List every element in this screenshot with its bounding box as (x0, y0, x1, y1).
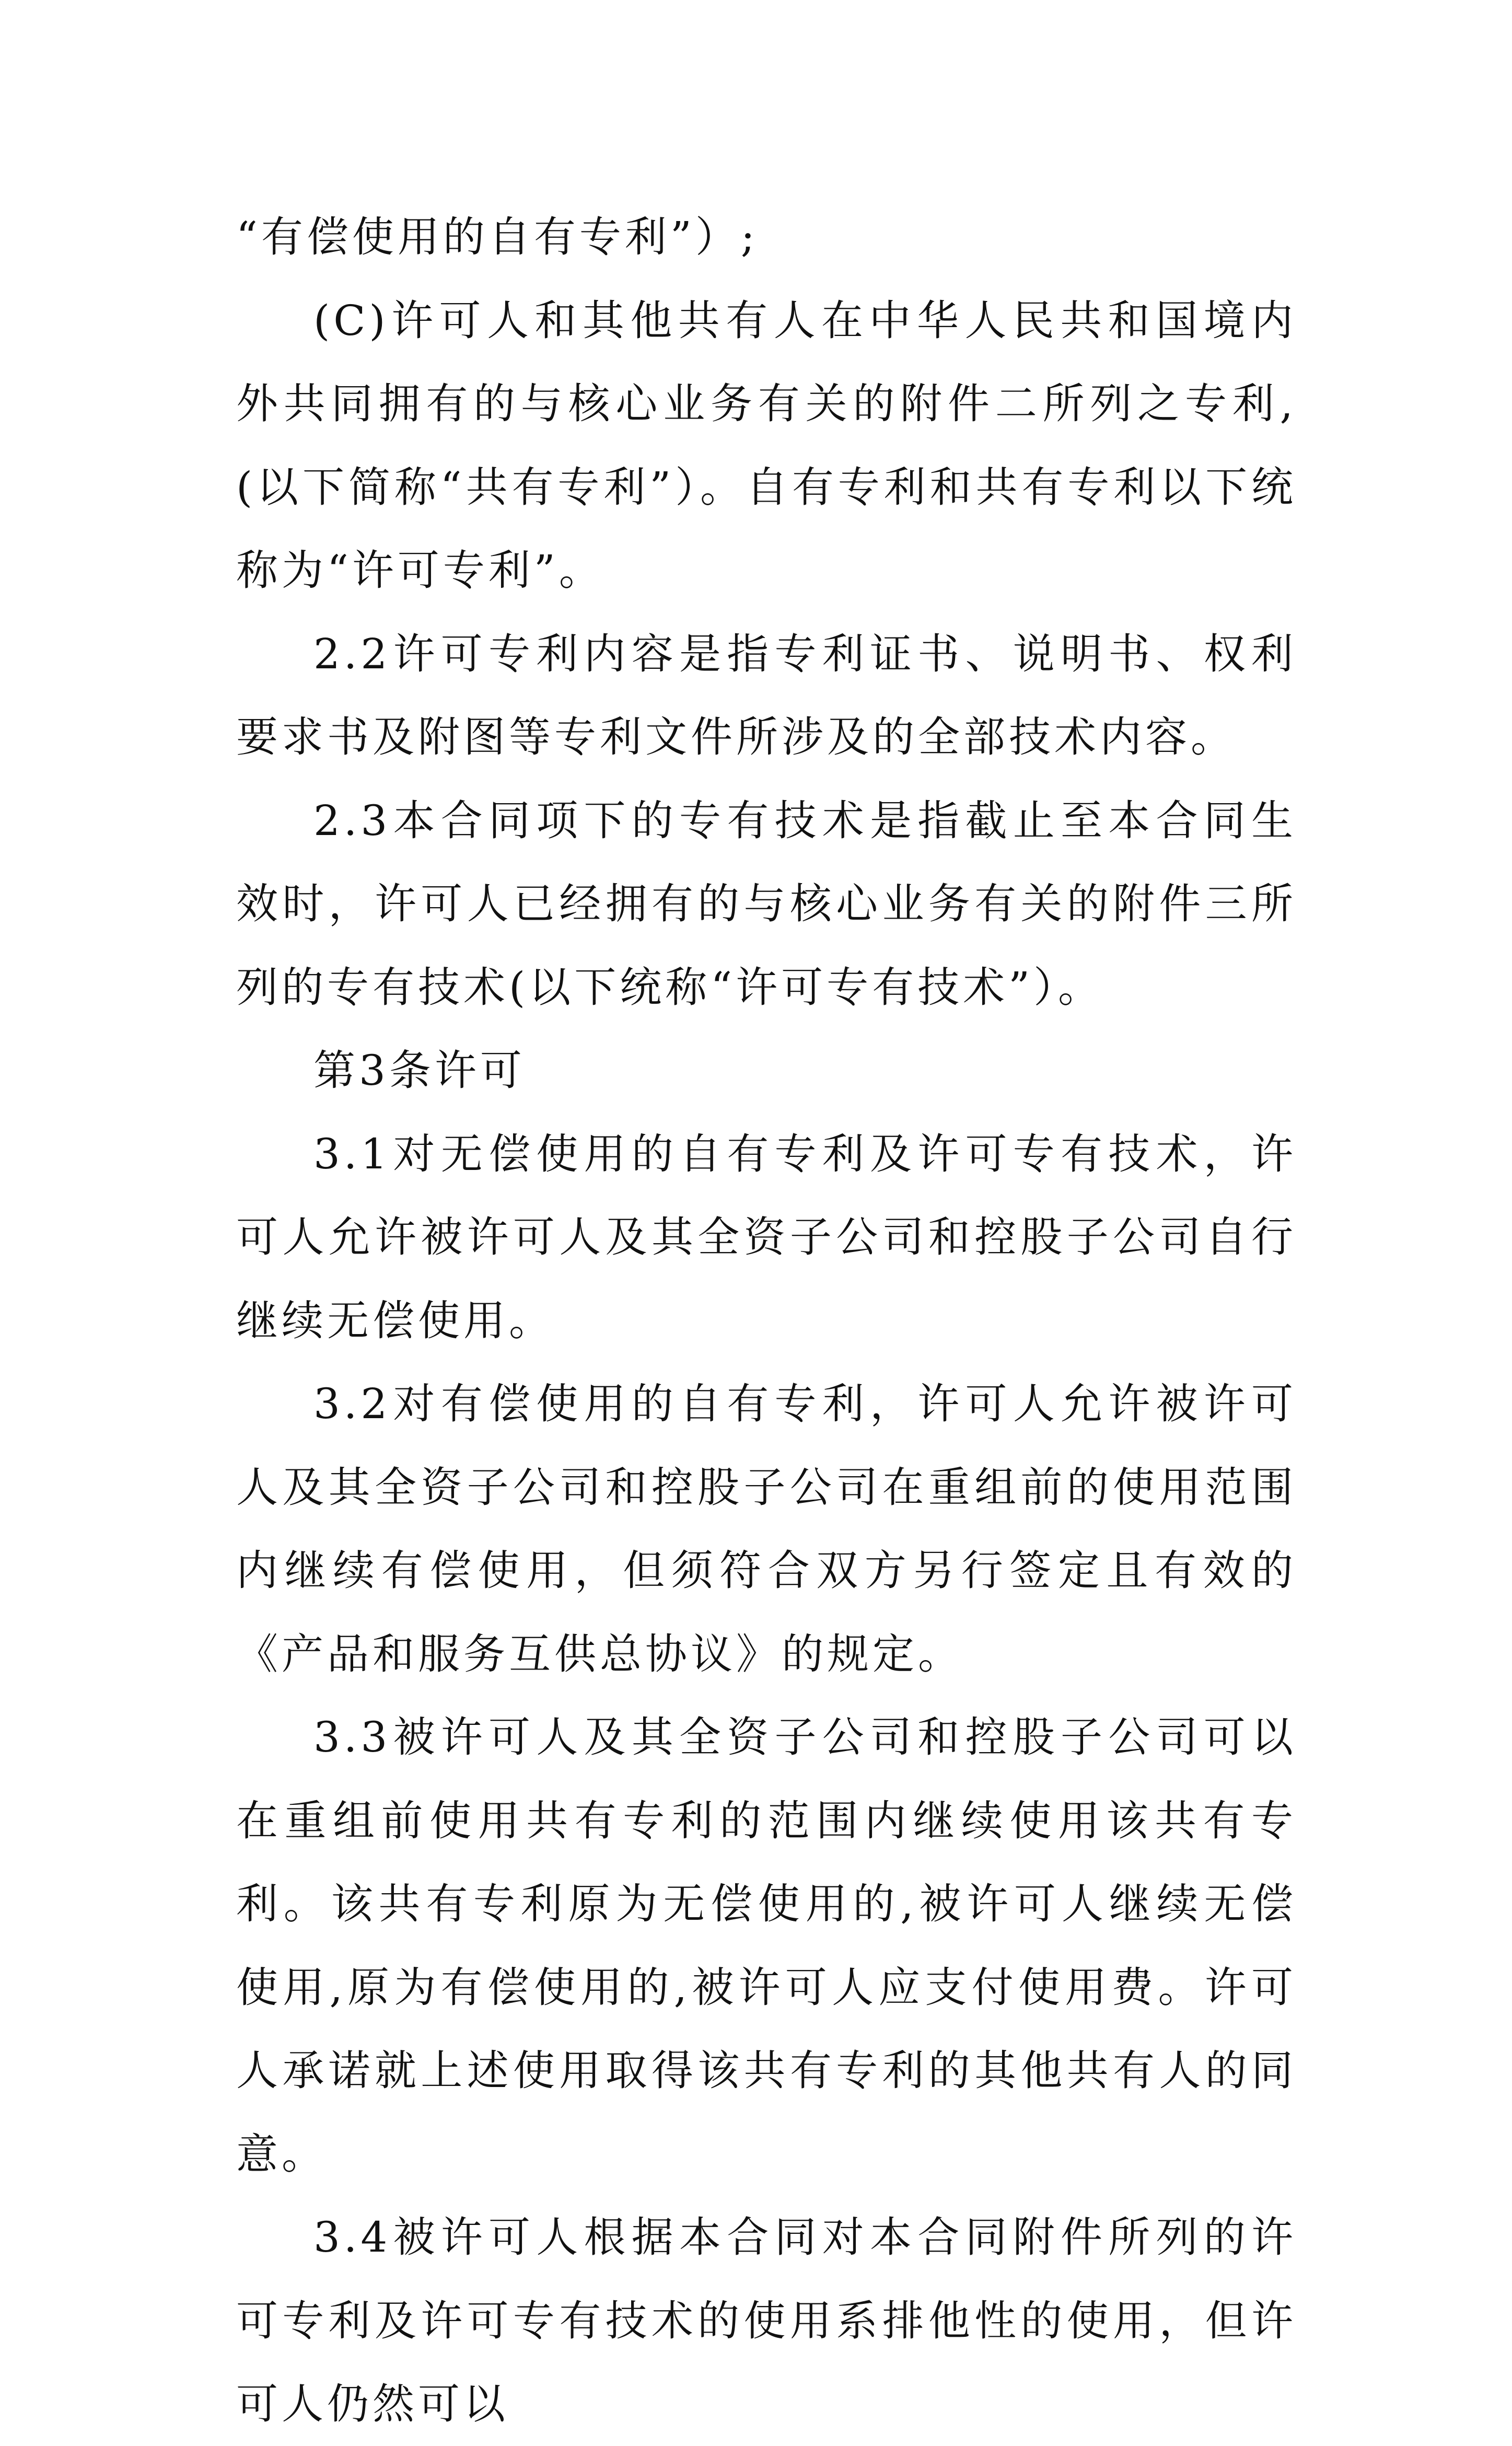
section-heading-article-3: 第3条许可 (313, 1046, 526, 1095)
document-body (236, 195, 1297, 2446)
paragraph-clause-3-4: 3.4被许可人根据本合同对本合同附件所列的许可专利及许可专有技术的使用系排他性的使用，但许可人仍然可以 (236, 2213, 1297, 2428)
paragraph-clause-3-1: 3.1对无偿使用的自有专利及许可专有技术，许可人允许被许可人及其全资子公司和控股子公司自行继续无偿使用。 (236, 1129, 1297, 1345)
paragraph-clause-c: (C)许可人和其他共有人在中华人民共和国境内外共同拥有的与核心业务有关的附件二所列之专利,(以下简称“共有专利”）。自有专利和共有专利以下统称为“许可专利”。 (236, 296, 1297, 595)
paragraph-clause-3-3: 3.3被许可人及其全资子公司和控股子公司可以在重组前使用共有专利的范围内继续使用该共有专利。该共有专利原为无偿使用的,被许可人继续无偿使用,原为有偿使用的,被许可人应支付使用费。许可人承诺就上述使用取得该共有专利的其他共有人的同意。 (236, 1713, 1297, 2178)
paragraph-continuation: “有偿使用的自有专利”）; (236, 213, 759, 261)
paragraph-clause-3-2: 3.2对有偿使用的自有专利，许可人允许被许可人及其全资子公司和控股子公司在重组前的使用范围内继续有偿使用，但须符合双方另行签定且有效的《产品和服务互供总协议》的规定。 (236, 1380, 1297, 1678)
paragraph-clause-2-3: 2.3本合同项下的专有技术是指截止至本合同生效时，许可人已经拥有的与核心业务有关的附件三所列的专有技术(以下统称“许可专有技术”）。 (236, 796, 1297, 1012)
paragraph-clause-2-2: 2.2许可专利内容是指专利证书、说明书、权利要求书及附图等专利文件所涉及的全部技术内容。 (236, 629, 1297, 761)
